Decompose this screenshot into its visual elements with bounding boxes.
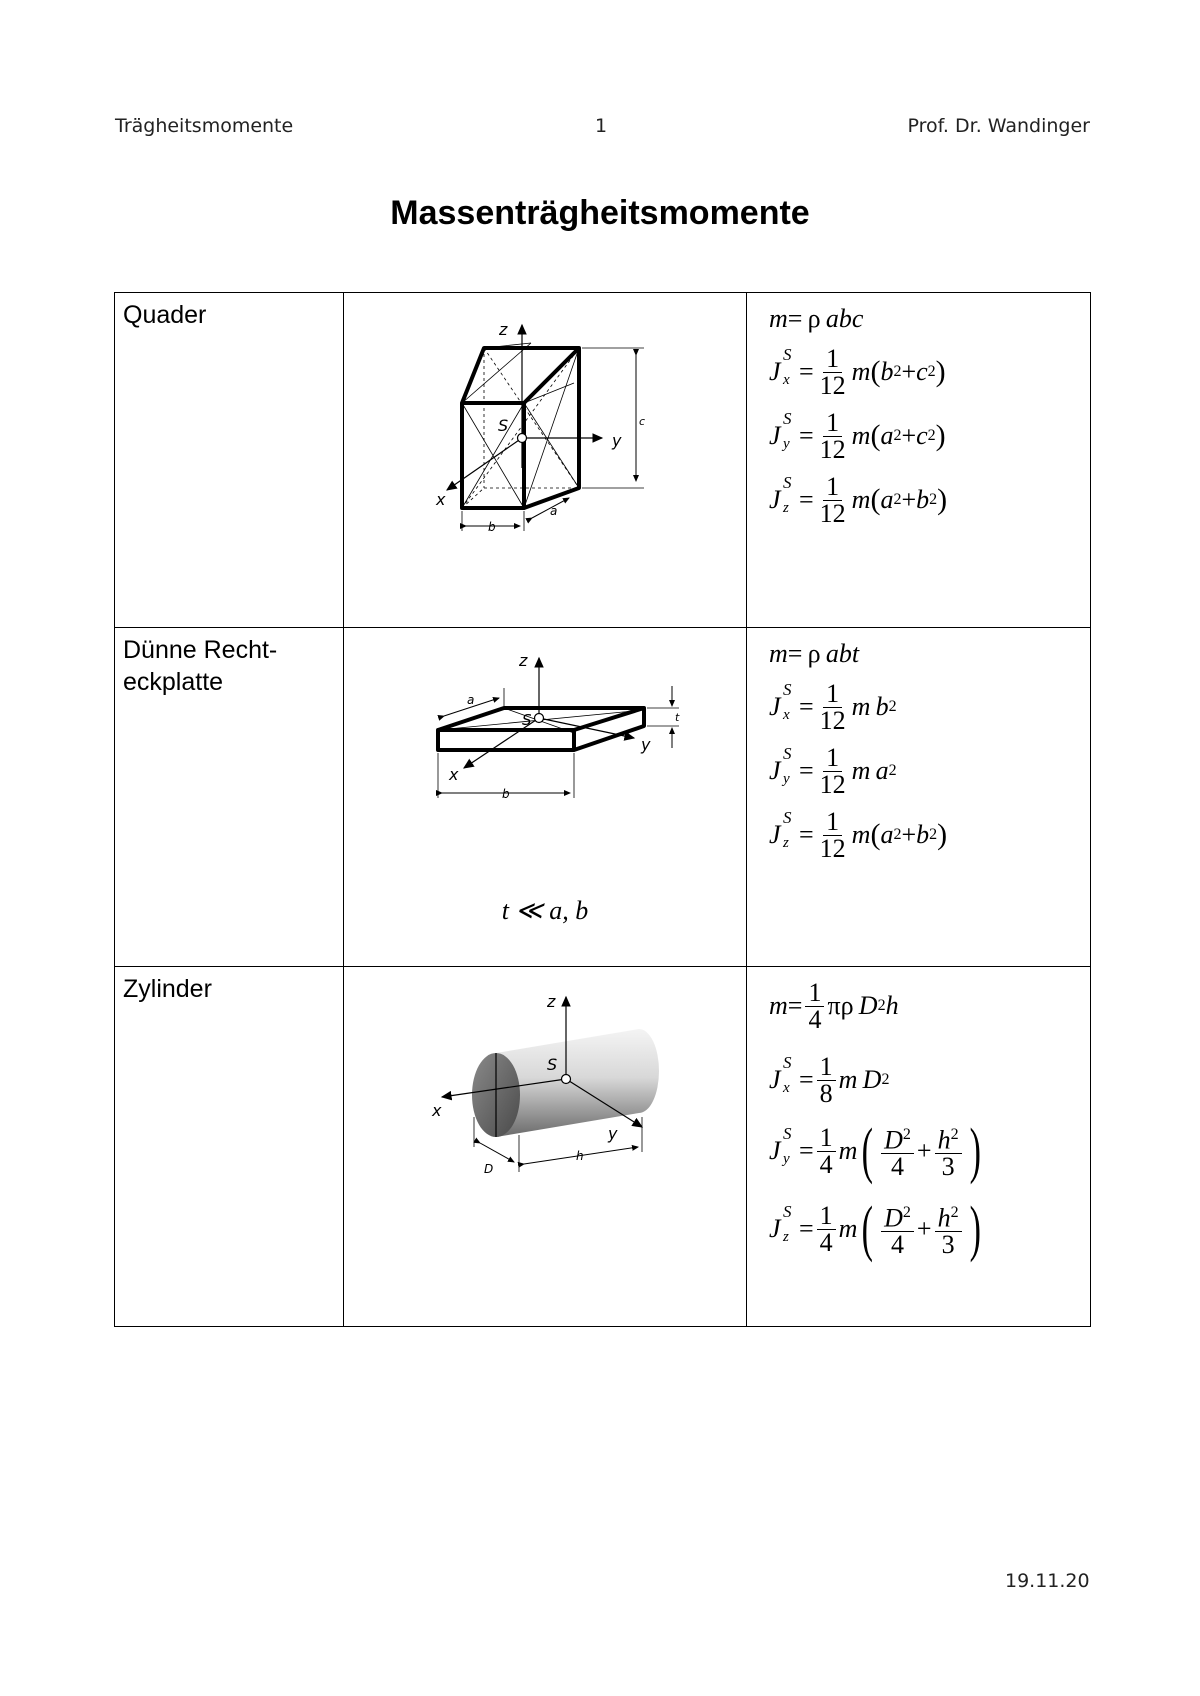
axis-label-x: x (449, 765, 459, 784)
dimension-label-t: t (675, 711, 680, 724)
formula-block (747, 967, 1090, 1265)
page-title: Massenträgheitsmomente (390, 194, 810, 232)
mass-formula: m= ρ abt (769, 639, 860, 668)
plate-figure (344, 628, 747, 878)
mass-formula: m= ρ abc (769, 304, 864, 333)
dimension-label-d: D (484, 1162, 494, 1176)
row-name: Zylinder (123, 975, 212, 1003)
header-author: Prof. Dr. Wandinger (907, 115, 1090, 137)
formula-jz: J S z = $\frac{1}{4}$ m ( $\frac{D^2}{4}$ + $\frac{h^2}{3}$ ) (769, 1195, 981, 1263)
dimension-label-a: a (467, 693, 475, 707)
mass-formula: m = $\frac{1}{4}$ π ρ D 2 h (769, 977, 899, 1034)
center-label-s: S (522, 711, 532, 729)
table-row (115, 967, 1091, 1327)
row-name: Quader (123, 301, 207, 329)
cuboid-figure (344, 293, 747, 622)
center-label-s: S (498, 416, 509, 435)
dimension-label-c: c (639, 415, 646, 428)
formula-block (747, 293, 1090, 529)
formula-jy: J S y = $\frac{1}{12}$ m ( a 2 + c 2 ) (769, 407, 946, 464)
plate-condition: t ≪ a, b (501, 896, 589, 925)
axis-label-y: y (608, 1124, 618, 1143)
formula-jy: J S y = $\frac{1}{4}$ m ( $\frac{D^2}{4}$ + $\frac{h^2}{3}$ ) (769, 1117, 981, 1185)
center-label-s: S (547, 1055, 558, 1074)
axis-label-y: y (641, 735, 651, 754)
formula-jx: J S x = $\frac{1}{8}$ m D 2 (769, 1051, 890, 1108)
row-name: Dünne Recht- eckplatte (123, 636, 278, 696)
formula-block (747, 628, 1090, 864)
axis-label-y: y (612, 431, 622, 450)
formula-jy: J S y = $\frac{1}{12}$ m a 2 (769, 742, 897, 799)
dimension-label-b: b (502, 787, 510, 801)
dimension-label-a: a (550, 504, 558, 518)
formula-jz: J S z = $\frac{1}{12}$ m ( a 2 + b 2 ) (769, 806, 948, 863)
formula-jx: J S x = $\frac{1}{12}$ m ( b 2 + c 2 ) (769, 343, 946, 400)
header-left: Trägheitsmomente (115, 115, 294, 137)
dimension-label-h: h (576, 1149, 584, 1163)
cylinder-figure (344, 967, 747, 1217)
dimension-label-b: b (488, 520, 496, 534)
table-row (115, 293, 1091, 628)
inertia-table (114, 292, 1091, 1327)
table-row (115, 628, 1091, 967)
page-number: 1 (595, 115, 608, 137)
formula-jx: J S x = $\frac{1}{12}$ m b 2 (769, 678, 897, 735)
footer-date: 19.11.20 (1005, 1570, 1090, 1592)
axis-label-z: z (547, 992, 556, 1011)
axis-label-z: z (519, 651, 528, 670)
axis-label-x: x (432, 1101, 442, 1120)
formula-jz: J S z = $\frac{1}{12}$ m ( a 2 + b 2 ) (769, 471, 948, 528)
axis-label-z: z (499, 320, 508, 339)
axis-label-x: x (436, 490, 446, 509)
